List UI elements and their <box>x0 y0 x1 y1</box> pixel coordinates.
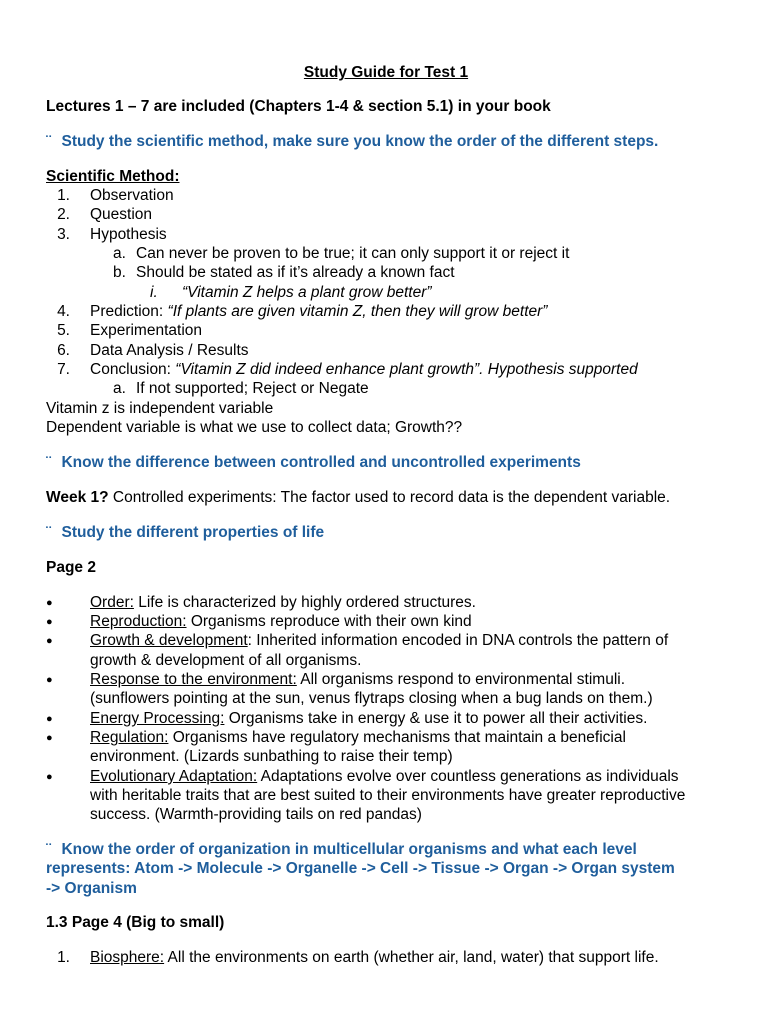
topic-organization-line-2: represents: Atom -> Molecule -> Organelle -> Cell -> Tissue -> Organ -> Organ system <box>46 860 675 877</box>
week-1-line: Week 1? Controlled experiments: The factor used to record data is the dependent variable. <box>46 489 671 506</box>
scientific-method-heading: Scientific Method: <box>46 168 180 185</box>
bullet-mark: ¨ <box>46 841 52 858</box>
lectures-line: Lectures 1 – 7 are included (Chapters 1-4 & section 5.1) in your book <box>46 98 551 115</box>
topic-controlled-experiments: ¨ Know the difference between controlled and uncontrolled experiments <box>46 454 581 471</box>
independent-variable-note: Vitamin z is independent variable <box>46 400 274 417</box>
page-title: Study Guide for Test 1 <box>303 64 469 81</box>
bullet-mark: ¨ <box>46 454 52 471</box>
page-2-heading: Page 2 <box>46 559 96 576</box>
topic-scientific-method <box>46 132 658 151</box>
topic-organization-line-3: -> Organism <box>46 880 137 897</box>
dependent-variable-note: Dependent variable is what we use to collect data; Growth?? <box>46 419 463 436</box>
topic-organization: ¨ Know the order of organization in multicellular organisms and what each level <box>46 841 637 858</box>
topic-properties-of-life: ¨ Study the different properties of life <box>46 524 325 541</box>
bullet-mark: ¨ <box>46 133 52 150</box>
page-4-heading: 1.3 Page 4 (Big to small) <box>46 914 225 931</box>
bullet-mark: ¨ <box>46 524 52 541</box>
topic-text: Study the scientific method, make sure you know the order of the different steps. <box>61 133 659 150</box>
